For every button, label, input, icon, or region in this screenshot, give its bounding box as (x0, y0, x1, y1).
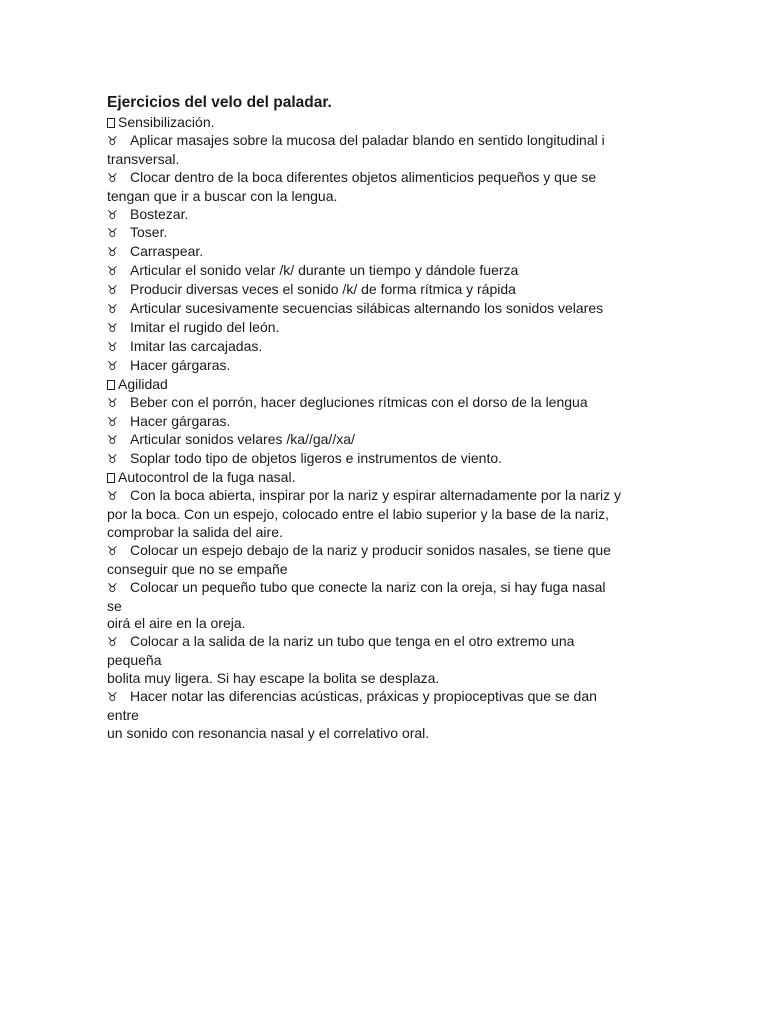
taurus-bullet-icon: ♉ (107, 245, 118, 260)
taurus-bullet-icon: ♉ (107, 133, 118, 148)
line-text: Articular sonidos velares /ka//ga//xa/ (130, 431, 355, 448)
checkbox-square-icon (107, 380, 115, 390)
line-text: Colocar un espejo debajo de la nariz y producir sonidos nasales, se tiene que (130, 541, 611, 558)
list-item (107, 281, 667, 300)
line-text: Toser. (130, 224, 168, 241)
line-text: Imitar el rugido del león. (130, 318, 280, 335)
list-item-continuation (107, 598, 667, 616)
taurus-bullet-icon: ♉ (107, 452, 118, 467)
line-text: Clocar dentro de la boca diferentes objetos alimenticios pequeños y que se (130, 168, 597, 185)
document-title: Ejercicios del velo del paladar. (107, 94, 332, 111)
list-item (107, 487, 667, 506)
line-text: Hacer notar las diferencias acústicas, práxicas y propioceptivas que se dan (130, 688, 597, 705)
line-text: Colocar a la salida de la nariz un tubo que tenga en el otro extremo una (130, 633, 575, 650)
line-text: bolita muy ligera. Si hay escape la bolita se desplaza. (107, 670, 440, 687)
line-text: Producir diversas veces el sonido /k/ de forma rítmica y rápida (130, 281, 516, 298)
list-item-continuation (107, 725, 667, 743)
section-heading (107, 114, 667, 132)
list-item (107, 633, 667, 652)
list-item-continuation (107, 506, 667, 524)
line-text: Hacer gárgaras. (130, 412, 231, 429)
taurus-bullet-icon: ♉ (107, 543, 118, 558)
line-text: tengan que ir a buscar con la lengua. (107, 187, 338, 204)
taurus-bullet-icon: ♉ (107, 414, 118, 429)
list-item (107, 169, 667, 188)
list-item (107, 206, 667, 225)
taurus-bullet-icon: ♉ (107, 339, 118, 354)
list-item (107, 579, 667, 598)
line-text: comprobar la salida del aire. (107, 523, 283, 540)
list-item (107, 262, 667, 281)
list-item-continuation (107, 615, 667, 633)
taurus-bullet-icon: ♉ (107, 207, 118, 222)
taurus-bullet-icon: ♉ (107, 433, 118, 448)
taurus-bullet-icon: ♉ (107, 170, 118, 185)
line-text: Aplicar masajes sobre la mucosa del paladar blando en sentido longitudinal i (130, 131, 605, 148)
list-item (107, 132, 667, 151)
list-item (107, 450, 667, 469)
line-text: Carraspear. (130, 243, 204, 260)
list-item (107, 394, 667, 413)
checkbox-square-icon (107, 473, 115, 483)
list-item-continuation (107, 524, 667, 542)
section-heading (107, 469, 667, 487)
list-item (107, 431, 667, 450)
list-item (107, 319, 667, 338)
line-text: Imitar las carcajadas. (130, 337, 263, 354)
line-text: Hacer gárgaras. (130, 356, 231, 373)
line-text: entre (107, 707, 139, 723)
list-item (107, 243, 667, 262)
line-text: oirá el aire en la oreja. (107, 615, 246, 632)
list-item-continuation (107, 670, 667, 688)
taurus-bullet-icon: ♉ (107, 283, 118, 298)
list-item-continuation (107, 188, 667, 206)
line-text: Colocar un pequeño tubo que conecte la nariz con la oreja, si hay fuga nasal (130, 578, 606, 595)
list-item-continuation (107, 151, 667, 169)
line-text: Articular el sonido velar /k/ durante un tiempo y dándole fuerza (130, 262, 519, 279)
taurus-bullet-icon: ♉ (107, 226, 118, 241)
line-text: conseguir que no se empañe (107, 560, 288, 577)
taurus-bullet-icon: ♉ (107, 358, 118, 373)
taurus-bullet-icon: ♉ (107, 635, 118, 650)
line-text: Agilidad (118, 375, 168, 392)
line-text: Con la boca abierta, inspirar por la nariz y espirar alternadamente por la nariz y (130, 487, 622, 504)
list-item-continuation (107, 652, 667, 670)
list-item-continuation (107, 561, 667, 579)
list-item (107, 300, 667, 319)
taurus-bullet-icon: ♉ (107, 302, 118, 317)
taurus-bullet-icon: ♉ (107, 264, 118, 279)
line-text: un sonido con resonancia nasal y el correlativo oral. (107, 724, 430, 741)
line-text: Articular sucesivamente secuencias silábicas alternando los sonidos velares (130, 300, 604, 317)
list-item (107, 413, 667, 432)
line-text: se (107, 597, 122, 614)
line-text: por la boca. Con un espejo, colocado entre el labio superior y la base de la nariz, (107, 506, 609, 523)
list-item-continuation (107, 707, 667, 725)
line-text: Bostezar. (130, 205, 189, 222)
line-text: pequeña (107, 652, 162, 669)
list-item (107, 688, 667, 707)
line-text: Beber con el porrón, hacer degluciones rítmicas con el dorso de la lengua (130, 393, 588, 410)
checkbox-square-icon (107, 118, 115, 128)
line-text: Autocontrol de la fuga nasal. (118, 469, 296, 486)
document-page (107, 92, 667, 743)
taurus-bullet-icon: ♉ (107, 580, 118, 595)
taurus-bullet-icon: ♉ (107, 690, 118, 705)
section-heading (107, 376, 667, 394)
document-body (107, 114, 667, 743)
list-item (107, 542, 667, 561)
taurus-bullet-icon: ♉ (107, 320, 118, 335)
list-item (107, 338, 667, 357)
line-text: transversal. (107, 150, 180, 167)
line-text: Soplar todo tipo de objetos ligeros e instrumentos de viento. (130, 450, 503, 467)
list-item (107, 357, 667, 376)
taurus-bullet-icon: ♉ (107, 489, 118, 504)
taurus-bullet-icon: ♉ (107, 395, 118, 410)
list-item (107, 224, 667, 243)
line-text: Sensibilización. (118, 114, 215, 130)
